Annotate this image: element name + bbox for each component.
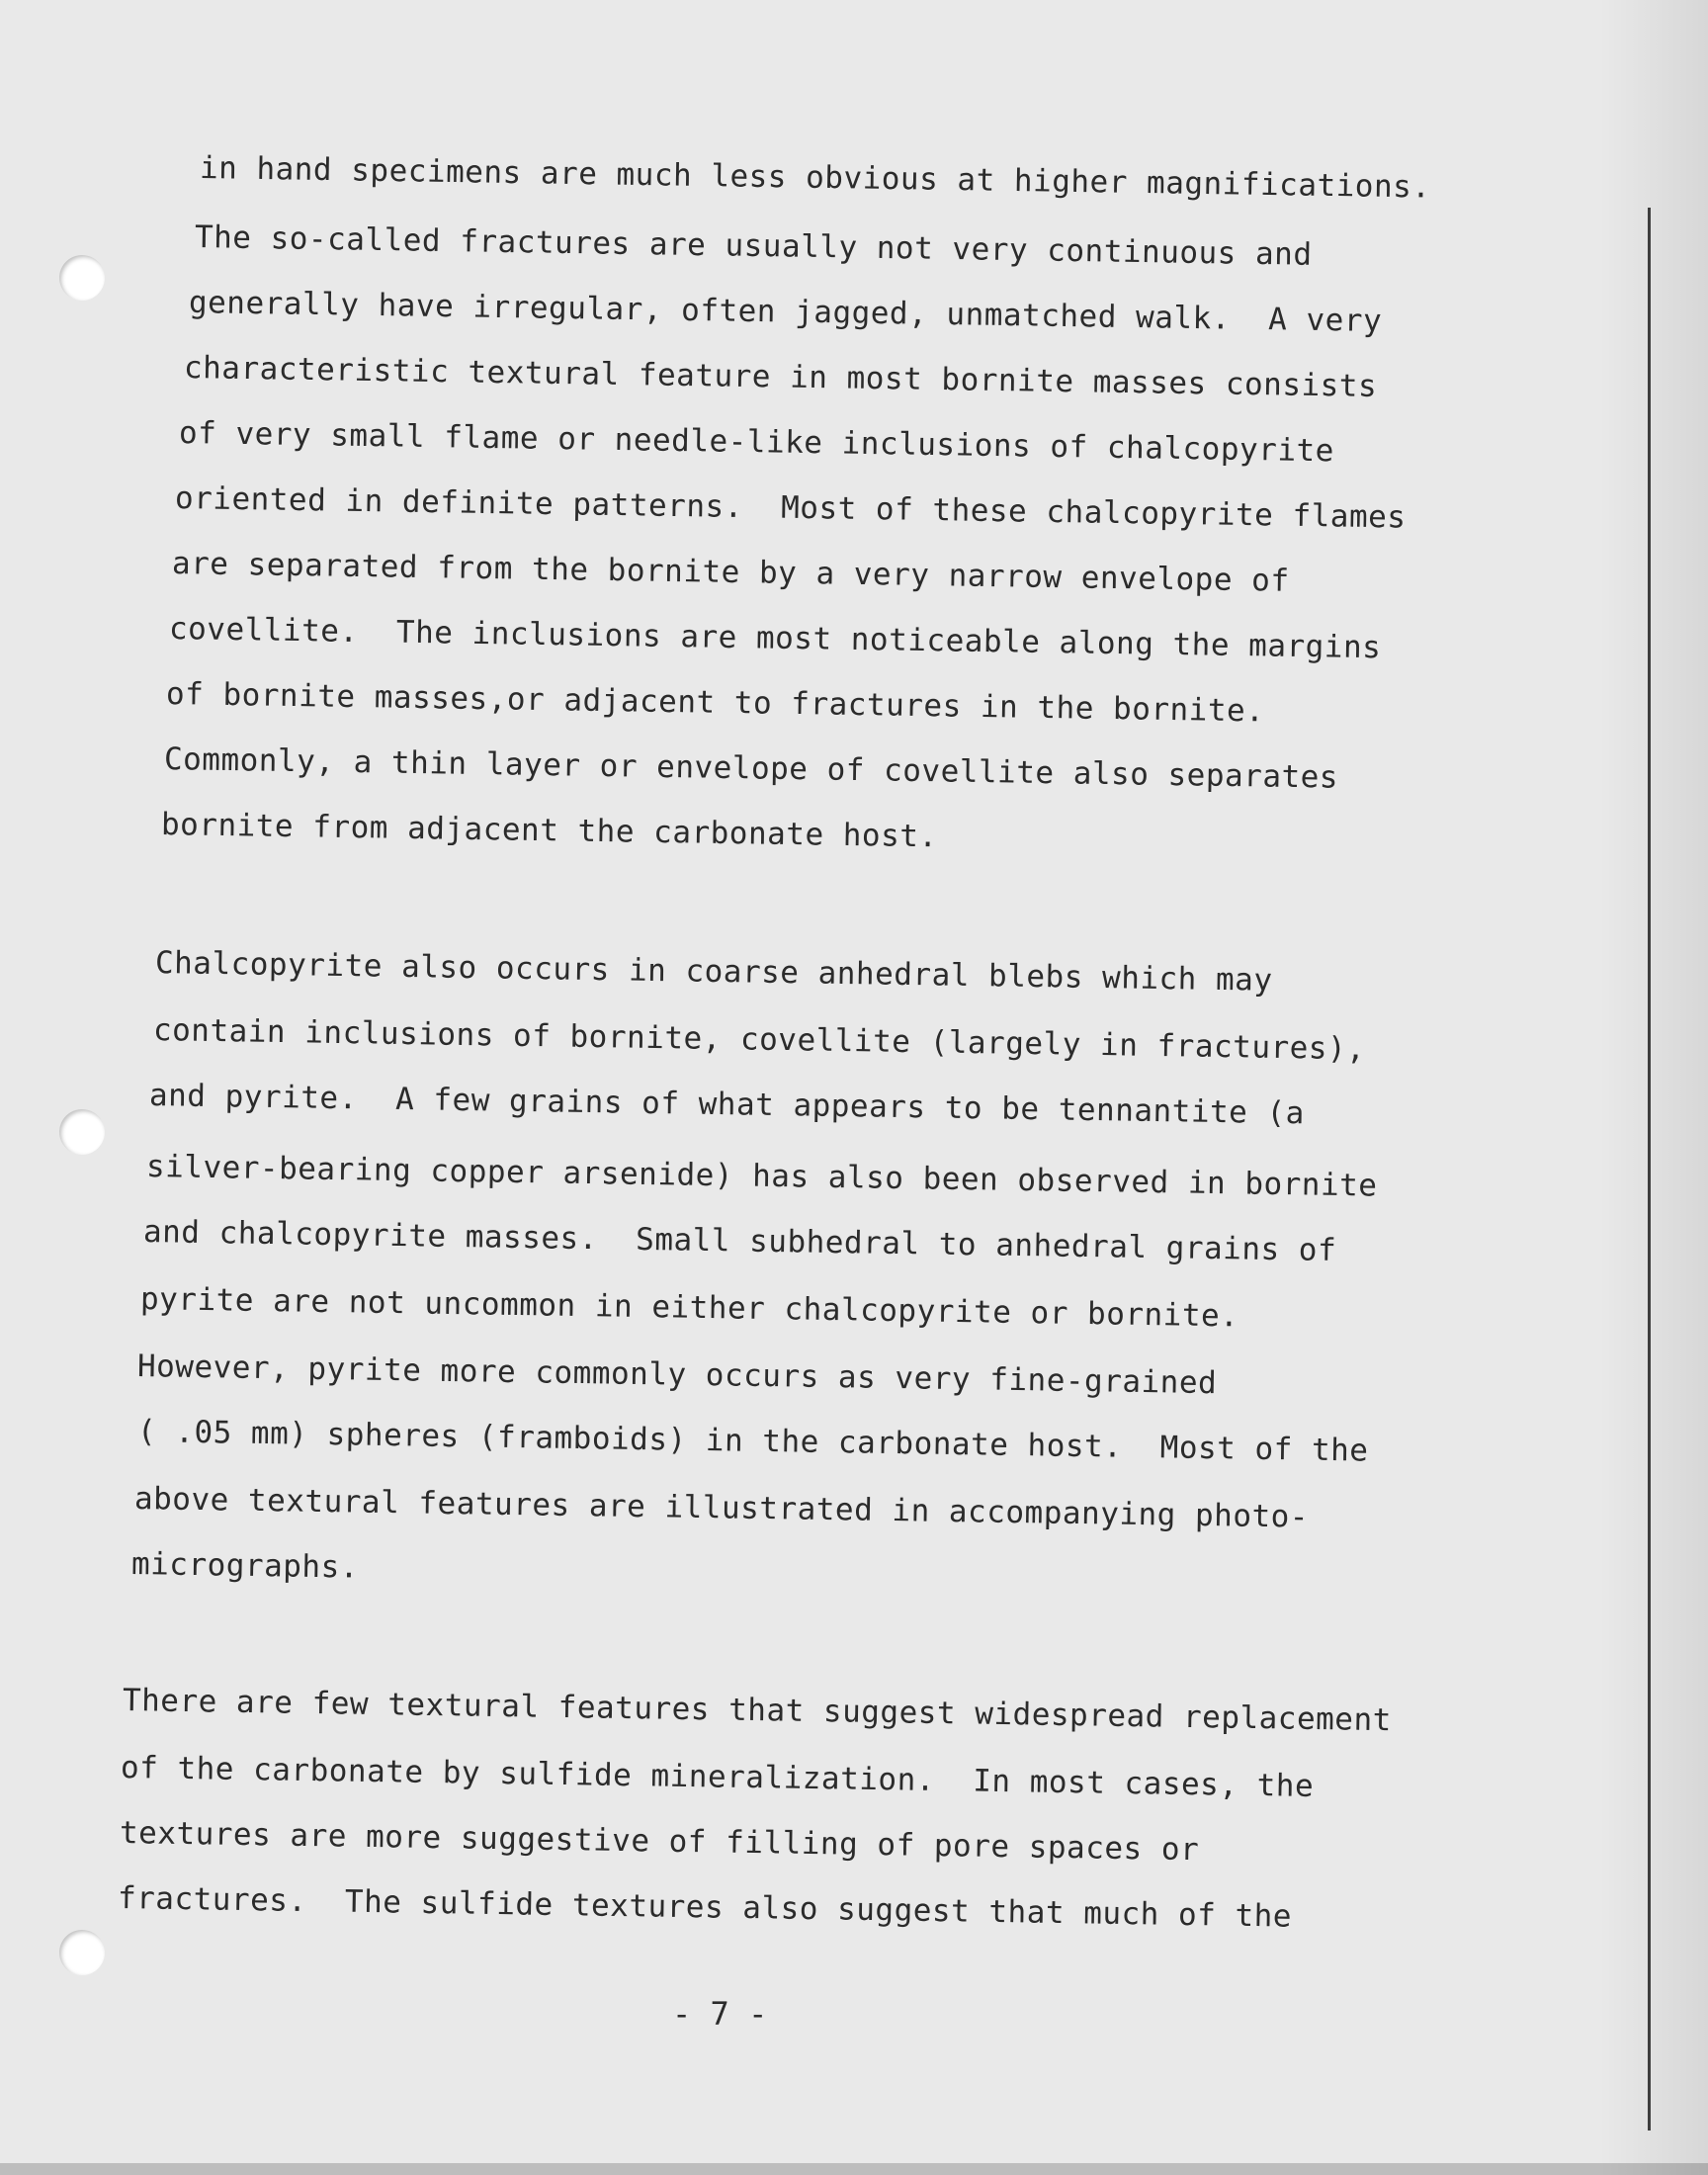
text-line: above textural features are illustrated in accompanying photo- bbox=[133, 1481, 1310, 1535]
page-number: - 7 - bbox=[672, 1995, 768, 2033]
text-line: in hand specimens are much less obvious at higher magnifications. bbox=[199, 150, 1431, 206]
text-line: covellite. The inclusions are most noticeable along the margins bbox=[168, 611, 1382, 666]
text-line: micrographs. bbox=[130, 1546, 360, 1586]
text-line: silver-bearing copper arsenide) has also been observed in bornite bbox=[145, 1149, 1378, 1204]
text-line: are separated from the bornite by a very narrow envelope of bbox=[171, 546, 1290, 599]
text-line: The so-called fractures are usually not very continuous and bbox=[194, 219, 1313, 273]
text-line: Chalcopyrite also occurs in coarse anhedral blebs which may bbox=[154, 945, 1273, 999]
text-line: Commonly, a thin layer or envelope of covellite also separates bbox=[163, 741, 1339, 796]
text-line: characteristic textural feature in most bornite masses consists bbox=[183, 350, 1378, 404]
text-line: bornite from adjacent the carbonate host. bbox=[160, 807, 938, 855]
text-line: of the carbonate by sulfide mineralization. In most cases, the bbox=[120, 1750, 1315, 1804]
text-line: ( .05 mm) spheres (framboids) in the carbonate host. Most of the bbox=[136, 1414, 1369, 1469]
text-line: and chalcopyrite masses. Small subhedral to anhedral grains of bbox=[142, 1214, 1337, 1268]
text-line: contain inclusions of bornite, covellite (largely in fractures), bbox=[152, 1012, 1366, 1068]
text-line: of bornite masses,or adjacent to fractures in the bornite. bbox=[165, 676, 1265, 730]
text-line: textures are more suggestive of filling of pore spaces or bbox=[119, 1815, 1200, 1869]
text-line: generally have irregular, often jagged, unmatched walk. A very bbox=[188, 285, 1383, 339]
text-line: However, pyrite more commonly occurs as very fine-grained bbox=[136, 1348, 1218, 1402]
text-line: oriented in definite patterns. Most of these chalcopyrite flames bbox=[174, 480, 1407, 536]
text-line: pyrite are not uncommon in either chalcopyrite or bornite. bbox=[139, 1281, 1239, 1335]
margin-rule bbox=[1648, 208, 1651, 2131]
text-line: fractures. The sulfide textures also suggest that much of the bbox=[117, 1880, 1293, 1935]
text-line: There are few textural features that suggest widespread replacement bbox=[122, 1683, 1393, 1739]
text-line: of very small flame or needle-like inclusions of chalcopyrite bbox=[178, 415, 1335, 470]
text-line: and pyrite. A few grains of what appears to be tennantite (a bbox=[148, 1078, 1306, 1132]
